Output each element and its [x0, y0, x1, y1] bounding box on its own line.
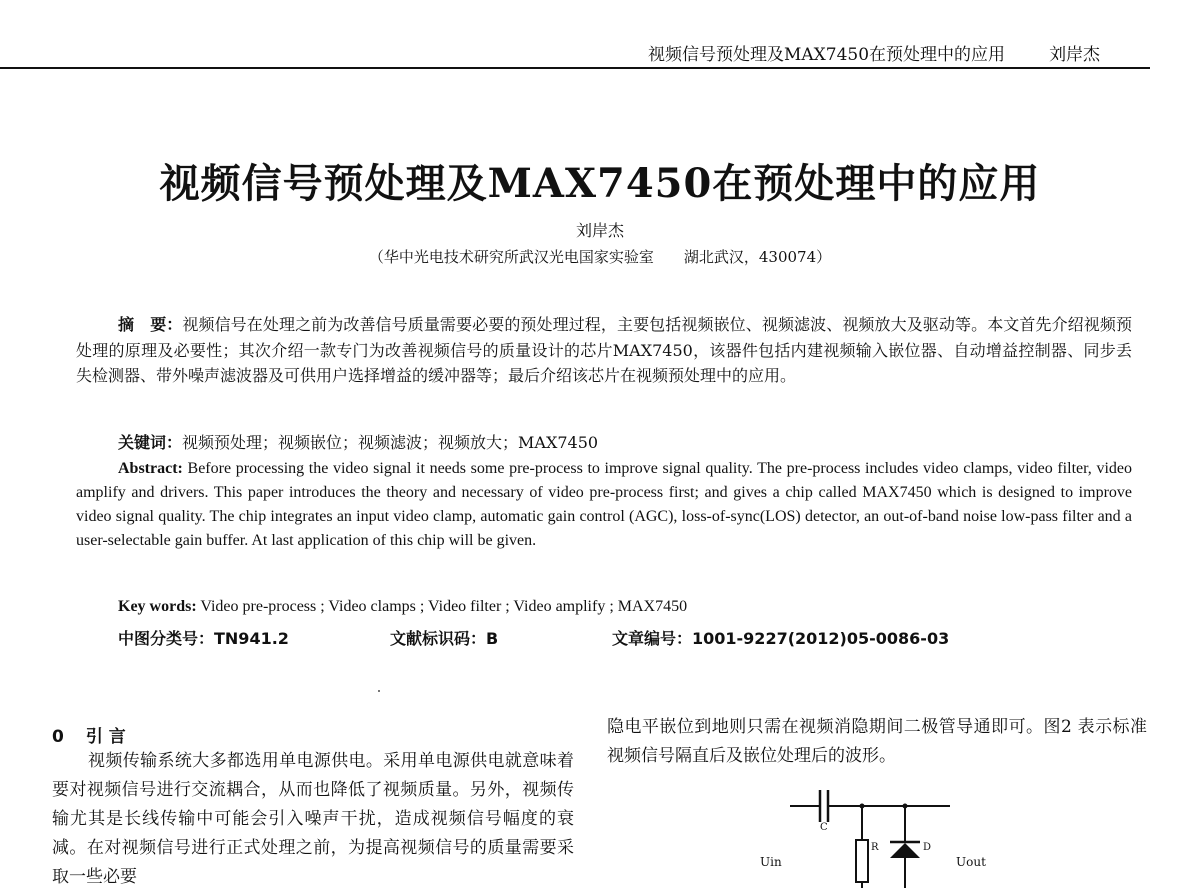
- section-paragraph: [52, 747, 574, 892]
- section-title: 引 言: [85, 727, 126, 747]
- label-uin: Uin: [760, 855, 782, 869]
- abstract-en: [76, 457, 1132, 553]
- keywords-cn-label: 关键词：: [118, 433, 183, 452]
- keywords-en: [118, 598, 1118, 616]
- running-header: [648, 40, 1100, 65]
- running-header-title: 视频信号预处理及MAX7450在预处理中的应用: [648, 45, 1006, 65]
- doc-code: 文献标识码：B: [390, 629, 499, 648]
- abstract-cn-text: 视频信号在处理之前为改善信号质量需要必要的预处理过程，主要包括视频嵌位、视频滤波、视频放大及驱动等。本文首先介绍视频预处理的原理及必要性；其次介绍一款专门为改善视频信号的质量设计的芯片MAX7450，该器件包括内建视频输入嵌位器、自动增益控制器、同步丢失检测器、带外噪声滤波器及可供用户选择增益的缓冲器等；最后介绍该芯片在视频预处理中的应用。: [76, 315, 1132, 386]
- abstract-en-label: Abstract:: [118, 460, 183, 477]
- article-affiliation: （华中光电技术研究所武汉光电国家实验室 湖北武汉，430074）: [368, 248, 832, 266]
- abstract-cn-label: 摘 要：: [118, 315, 183, 334]
- header-rule: [0, 67, 1150, 69]
- label-d: D: [923, 842, 932, 853]
- resistor: [856, 840, 868, 882]
- label-r: R: [871, 842, 879, 853]
- section-heading: [52, 722, 126, 747]
- clc-number: 中图分类号：TN941.2: [118, 629, 289, 648]
- article-title: 视频信号预处理及MAX7450在预处理中的应用: [159, 160, 1041, 207]
- running-header-author: 刘岸杰: [1049, 45, 1101, 65]
- section-paragraph-text: 视频传输系统大多都选用单电源供电。采用单电源供电就意味着要对视频信号进行交流耦合，从而也降低了视频质量。另外，视频传输尤其是长线传输中可能会引入噪声干扰，造成视频信号幅度的衰减。在对视频信号进行正式处理之前，为提高视频信号的质量需要采取一些必要: [52, 751, 574, 887]
- label-c: C: [820, 822, 828, 833]
- keywords-en-label: Key words:: [118, 598, 197, 615]
- clamp-circuit-figure: [740, 782, 1040, 888]
- article-author: 刘岸杰: [575, 221, 624, 240]
- diode-triangle: [890, 843, 920, 858]
- keywords-cn: [118, 430, 1138, 453]
- stray-dot: [378, 690, 380, 692]
- abstract-en-text: Before processing the video signal it needs some pre-process to improve signal quality. The pre-process includes video clamps, video filter, video amplify and drivers. This paper introduces the theory and necessary of video pre-process first; and gives a chip called MAX7450 which is designed to improve video signal quality. The chip integrates an input video clamp, automatic gain control (AGC), loss-of-sync(LOS) detector, an out-of-band noise low-pass filter and a user-selectable gain buffer. At last application of this chip will be given.: [76, 460, 1133, 549]
- label-uout: Uout: [956, 855, 986, 869]
- keywords-cn-text: 视频预处理；视频嵌位；视频滤波；视频放大；MAX7450: [182, 433, 599, 452]
- article-number: 文章编号：1001-9227(2012)05-0086-03: [612, 629, 950, 648]
- section-number: 0: [52, 727, 64, 747]
- abstract-cn: [76, 312, 1132, 389]
- keywords-en-text: Video pre-process ; Video clamps ; Video filter ; Video amplify ; MAX7450: [200, 598, 688, 615]
- right-column-text: 隐电平嵌位到地则只需在视频消隐期间二极管导通即可。图2 表示标准视频信号隔直后及嵌位处理后的波形。: [607, 717, 1147, 766]
